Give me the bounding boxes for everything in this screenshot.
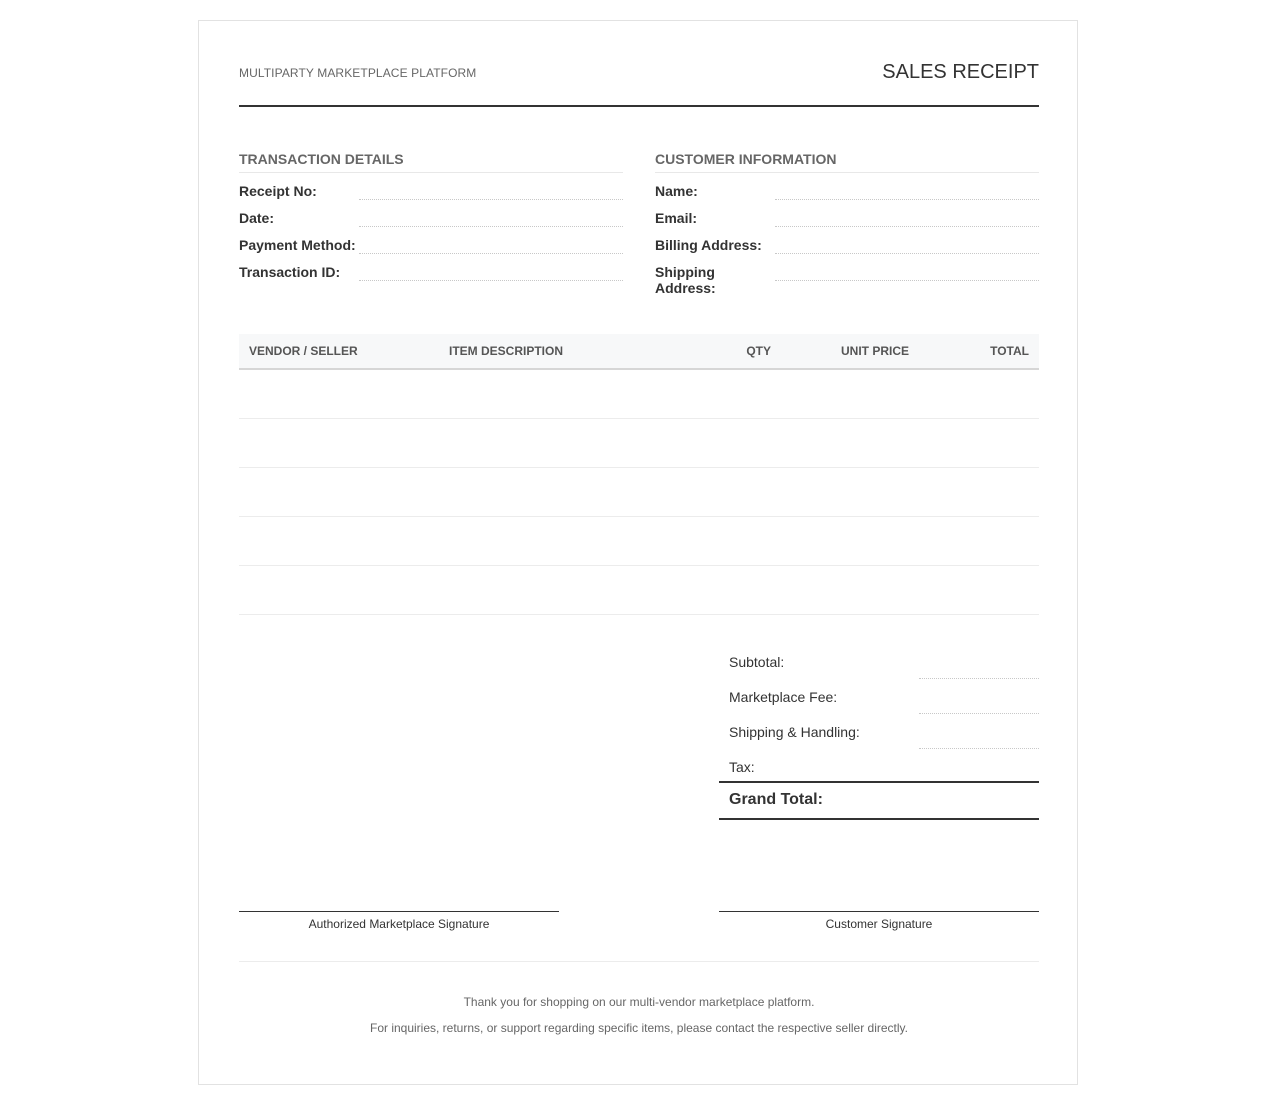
marketplace-signature-line[interactable] (239, 911, 559, 912)
field-label: Name: (655, 183, 698, 199)
customer-signature-line[interactable] (719, 911, 1039, 912)
table-row[interactable] (239, 370, 1039, 419)
field-label: Receipt No: (239, 183, 317, 199)
customer-information-section (655, 151, 1039, 296)
receipt-page (198, 20, 1078, 1085)
grand-total-label: Grand Total: (729, 791, 823, 808)
field-label: Date: (239, 210, 275, 226)
totals-section (719, 641, 1039, 820)
tax-label: Tax: (729, 759, 755, 775)
transaction-details-section (239, 151, 623, 281)
marketplace-fee-row (719, 676, 1039, 711)
transaction-details-title: TRANSACTION DETAILS (239, 151, 623, 173)
tax-row (719, 746, 1039, 781)
marketplace-fee-label: Marketplace Fee: (729, 689, 838, 705)
field-label: Email: (655, 210, 698, 226)
field-label: Shipping Address: (655, 264, 716, 296)
column-header-vendor: VENDOR / SELLER (249, 344, 358, 358)
name-row (655, 173, 1039, 200)
receipt-footer (239, 961, 1039, 1035)
table-row[interactable] (239, 419, 1039, 468)
billing-address-row (655, 227, 1039, 254)
customer-signature-label: Customer Signature (825, 917, 933, 931)
receipt-header (239, 21, 1039, 107)
items-table (239, 334, 1039, 615)
table-row[interactable] (239, 468, 1039, 517)
email-row (655, 200, 1039, 227)
field-label: Billing Address: (655, 237, 762, 253)
receipt-no-row (239, 173, 623, 200)
date-row (239, 200, 623, 227)
shipping-handling-row (719, 711, 1039, 746)
table-row[interactable] (239, 566, 1039, 615)
customer-signature (719, 911, 1039, 931)
payment-method-row (239, 227, 623, 254)
marketplace-signature-label: Authorized Marketplace Signature (308, 917, 490, 931)
transaction-id-row (239, 254, 623, 281)
column-header-qty: QTY (746, 344, 771, 358)
transaction-id-field[interactable] (359, 280, 623, 281)
table-row[interactable] (239, 517, 1039, 566)
grand-total-row (719, 781, 1039, 820)
table-header (239, 334, 1039, 370)
column-header-description: ITEM DESCRIPTION (449, 344, 564, 358)
platform-name: MULTIPARTY MARKETPLACE PLATFORM (239, 66, 477, 80)
customer-information-title: CUSTOMER INFORMATION (655, 151, 1039, 173)
subtotal-row (719, 641, 1039, 676)
shipping-address-row (655, 254, 1039, 296)
column-header-total: TOTAL (990, 344, 1029, 358)
shipping-handling-label: Shipping & Handling: (729, 724, 860, 740)
subtotal-label: Subtotal: (729, 654, 785, 670)
field-label: Transaction ID: (239, 264, 341, 280)
footer-support-note: For inquiries, returns, or support regarding specific items, please contact the respective seller directly. (369, 1021, 908, 1035)
shipping-address-field[interactable] (775, 280, 1039, 281)
column-header-unit-price: UNIT PRICE (840, 344, 909, 358)
receipt-title: SALES RECEIPT (882, 61, 1039, 83)
footer-thank-you: Thank you for shopping on our multi-vendor marketplace platform. (463, 995, 815, 1009)
field-label: Payment Method: (239, 237, 356, 253)
marketplace-signature (239, 911, 559, 931)
